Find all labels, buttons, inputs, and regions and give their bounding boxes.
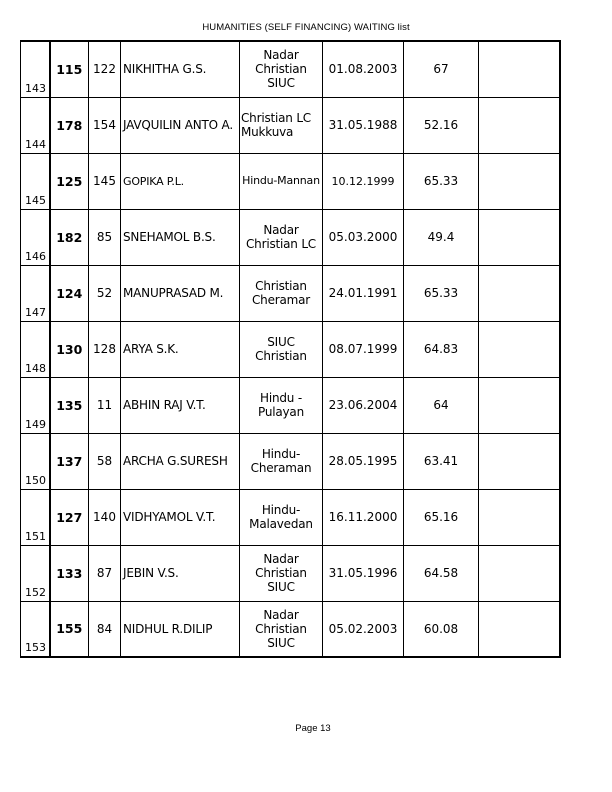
remarks-cell [479,601,560,657]
index-mark: 65.33 [404,153,479,209]
application-number: 128 [89,321,121,377]
application-number: 140 [89,489,121,545]
rank-number: 178 [50,97,89,153]
serial-number: 147 [21,265,50,321]
application-number: 85 [89,209,121,265]
remarks-cell [479,97,560,153]
caste-category: Christian LC Mukkuva [240,97,323,153]
caste-category: Nadar Christian SIUC [240,41,323,97]
index-mark: 65.33 [404,265,479,321]
table-row [21,545,560,601]
application-number: 11 [89,377,121,433]
candidate-name: NIKHITHA G.S. [121,41,240,97]
serial-number: 145 [21,153,50,209]
serial-number: 153 [21,601,50,657]
date-of-birth: 28.05.1995 [323,433,404,489]
rank-number: 127 [50,489,89,545]
serial-number: 150 [21,433,50,489]
index-mark: 63.41 [404,433,479,489]
caste-category: SIUC Christian [240,321,323,377]
date-of-birth: 16.11.2000 [323,489,404,545]
candidate-name: SNEHAMOL B.S. [121,209,240,265]
rank-number: 182 [50,209,89,265]
table-row [21,97,560,153]
remarks-cell [479,377,560,433]
table-row [21,153,560,209]
caste-category: Hindu - Pulayan [240,377,323,433]
rank-number: 133 [50,545,89,601]
index-mark: 64.58 [404,545,479,601]
application-number: 154 [89,97,121,153]
date-of-birth: 05.02.2003 [323,601,404,657]
remarks-cell [479,433,560,489]
serial-number: 143 [21,41,50,97]
caste-category: Nadar Christian SIUC [240,545,323,601]
rank-number: 130 [50,321,89,377]
table-row [21,601,560,657]
candidate-name: JEBIN V.S. [121,545,240,601]
index-mark: 64.83 [404,321,479,377]
rank-number: 135 [50,377,89,433]
application-number: 58 [89,433,121,489]
table-row [21,265,560,321]
date-of-birth: 05.03.2000 [323,209,404,265]
date-of-birth: 31.05.1988 [323,97,404,153]
remarks-cell [479,153,560,209]
table-row [21,41,560,97]
table-row [21,489,560,545]
table-row [21,433,560,489]
date-of-birth: 10.12.1999 [323,153,404,209]
remarks-cell [479,545,560,601]
index-mark: 67 [404,41,479,97]
candidate-name: MANUPRASAD M. [121,265,240,321]
serial-number: 151 [21,489,50,545]
candidate-name: ARCHA G.SURESH [121,433,240,489]
application-number: 87 [89,545,121,601]
rank-number: 124 [50,265,89,321]
date-of-birth: 31.05.1996 [323,545,404,601]
index-mark: 65.16 [404,489,479,545]
index-mark: 49.4 [404,209,479,265]
remarks-cell [479,489,560,545]
date-of-birth: 24.01.1991 [323,265,404,321]
application-number: 84 [89,601,121,657]
rank-number: 125 [50,153,89,209]
page-number: Page 13 [295,723,331,734]
candidate-name: ARYA S.K. [121,321,240,377]
rank-number: 155 [50,601,89,657]
serial-number: 148 [21,321,50,377]
candidate-name: ABHIN RAJ V.T. [121,377,240,433]
serial-number: 149 [21,377,50,433]
date-of-birth: 08.07.1999 [323,321,404,377]
serial-number: 144 [21,97,50,153]
table-row [21,321,560,377]
rank-number: 137 [50,433,89,489]
remarks-cell [479,265,560,321]
page-title: HUMANITIES (SELF FINANCING) WAITING list [202,22,410,33]
caste-category: Hindu-Malavedan [240,489,323,545]
candidate-name: JAVQUILIN ANTO A. [121,97,240,153]
waiting-list-table [20,40,561,658]
candidate-name: GOPIKA P.L. [121,153,240,209]
application-number: 145 [89,153,121,209]
serial-number: 146 [21,209,50,265]
index-mark: 60.08 [404,601,479,657]
table-row [21,209,560,265]
application-number: 122 [89,41,121,97]
caste-category: Nadar Christian LC [240,209,323,265]
candidate-name: NIDHUL R.DILIP [121,601,240,657]
index-mark: 64 [404,377,479,433]
rank-number: 115 [50,41,89,97]
caste-category: Nadar Christian SIUC [240,601,323,657]
application-number: 52 [89,265,121,321]
table-row [21,377,560,433]
remarks-cell [479,321,560,377]
caste-category: Christian Cheramar [240,265,323,321]
date-of-birth: 23.06.2004 [323,377,404,433]
serial-number: 152 [21,545,50,601]
remarks-cell [479,209,560,265]
caste-category: Hindu-Mannan [240,153,323,209]
date-of-birth: 01.08.2003 [323,41,404,97]
index-mark: 52.16 [404,97,479,153]
remarks-cell [479,41,560,97]
candidate-name: VIDHYAMOL V.T. [121,489,240,545]
caste-category: Hindu-Cheraman [240,433,323,489]
